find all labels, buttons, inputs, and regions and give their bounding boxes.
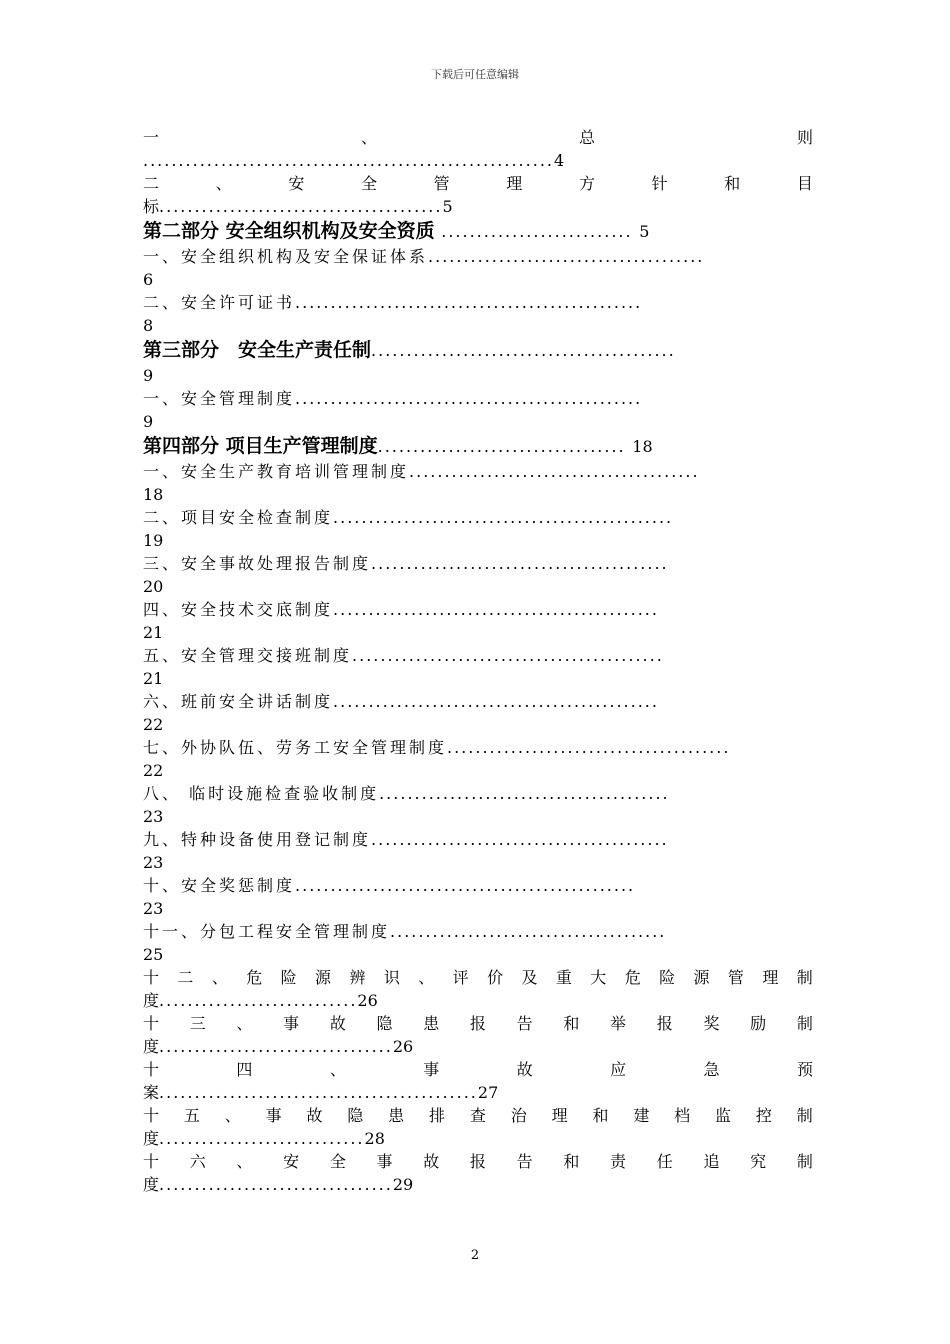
toc-entry-12-page: 22 — [143, 761, 164, 780]
toc-heading-char: 举 — [610, 1014, 627, 1033]
toc-entry-18-leader[interactable] — [143, 1035, 813, 1058]
toc-heading-char: 、 — [329, 1060, 346, 1079]
toc-heading-char: 、 — [224, 1106, 241, 1125]
toc-entry-17-chars — [143, 966, 813, 989]
toc-entry-title: 一、安全组织机构及安全保证体系 — [143, 247, 429, 266]
toc-entry-cont: 标 — [143, 197, 160, 216]
toc-entry-15-page: 23 — [143, 899, 164, 918]
toc-heading-char: 故 — [516, 1060, 533, 1079]
toc-heading-char: 故 — [329, 1014, 346, 1033]
toc-heading-char: 理 — [506, 174, 523, 193]
toc-heading-char: 理 — [762, 968, 779, 987]
toc-entry-title: 四、安全技术交底制度 — [143, 600, 334, 619]
toc-heading-char: 、 — [236, 1014, 253, 1033]
toc-entry-title: 九、特种设备使用登记制度 — [143, 830, 372, 849]
toc-entry-7[interactable] — [143, 506, 813, 529]
toc-heading-char: 十 — [143, 1014, 160, 1033]
toc-heading-char: 六 — [189, 1152, 206, 1171]
toc-entry-3[interactable] — [143, 245, 813, 268]
toc-entry-10-page: 21 — [143, 669, 164, 688]
toc-entry-11[interactable] — [143, 690, 813, 713]
toc-leader: ........................... — [441, 222, 633, 241]
toc-page-number: 26 — [357, 991, 378, 1010]
toc-heading-char: 五 — [183, 1106, 200, 1125]
toc-entry-20-leader[interactable] — [143, 1127, 813, 1150]
toc-entry-cont: 度 — [143, 1129, 160, 1148]
toc-page-number: 29 — [392, 1175, 414, 1194]
toc-heading-char: 全 — [360, 174, 377, 193]
toc-leader: .............................................. — [333, 692, 659, 711]
toc-heading-char: 报 — [656, 1014, 673, 1033]
toc-heading-char: 安 — [283, 1152, 300, 1171]
toc-leader: ....................................... — [390, 922, 667, 941]
toc-heading-char: 建 — [633, 1106, 650, 1125]
toc-entry-7-page: 19 — [143, 531, 164, 550]
toc-entry-20-chars — [143, 1104, 813, 1127]
toc-page-number: 5 — [442, 197, 453, 216]
toc-entry-14-page: 23 — [143, 853, 164, 872]
toc-leader: .......................................... — [371, 830, 669, 849]
toc-page-number: 5 — [639, 222, 650, 241]
toc-heading-char: 二 — [177, 968, 194, 987]
toc-entry-cont: 案 — [143, 1083, 160, 1102]
toc-leader: ........................................... — [371, 341, 676, 360]
toc-heading-char: 、 — [211, 968, 228, 987]
toc-entry-6-page: 18 — [143, 485, 164, 504]
toc-entry-1-leader[interactable] — [143, 149, 813, 172]
toc-page-number: 4 — [553, 151, 565, 170]
toc-entry-title: 一、安全生产教育培训管理制度 — [143, 462, 410, 481]
toc-heading-char: 源 — [315, 968, 332, 987]
toc-heading-char: 故 — [306, 1106, 323, 1125]
toc-heading-char: 理 — [551, 1106, 568, 1125]
toc-entry-2-leader[interactable] — [143, 195, 813, 218]
toc-heading-char: 任 — [656, 1152, 673, 1171]
toc-entry-cont: 度 — [143, 1175, 160, 1194]
toc-heading-char: 险 — [659, 968, 676, 987]
toc-heading-char: 事 — [283, 1014, 300, 1033]
toc-heading-char: 目 — [796, 174, 813, 193]
toc-heading-char: 险 — [280, 968, 297, 987]
toc-entry-13[interactable] — [143, 782, 813, 805]
toc-entry-16-page: 25 — [143, 945, 164, 964]
toc-page-number: 26 — [392, 1037, 414, 1056]
toc-entry-4[interactable] — [143, 291, 813, 314]
toc-leader: ......................................... — [379, 784, 670, 803]
toc-heading-char: 十 — [143, 1060, 160, 1079]
toc-heading-char: 患 — [423, 1014, 440, 1033]
toc-heading-char: 奖 — [703, 1014, 720, 1033]
table-of-contents — [143, 126, 813, 1196]
toc-entry-title: 七、外协队伍、劳务工安全管理制度 — [143, 738, 448, 757]
toc-entry-title: 八、 临时设施检查验收制度 — [143, 784, 380, 803]
toc-part-title: 第二部分 安全组织机构及安全资质 — [143, 220, 435, 242]
toc-heading-char: 和 — [592, 1106, 609, 1125]
toc-heading-char: 隐 — [376, 1014, 393, 1033]
toc-entry-11-page: 22 — [143, 715, 164, 734]
toc-heading-char: 危 — [624, 968, 641, 987]
toc-leader: ................................. — [159, 1175, 393, 1194]
toc-entry-title: 十、安全奖惩制度 — [143, 876, 296, 895]
toc-entry-14[interactable] — [143, 828, 813, 851]
toc-heading-char: 管 — [433, 174, 450, 193]
toc-heading-char: 识 — [383, 968, 400, 987]
toc-heading-char: 危 — [246, 968, 263, 987]
toc-entry-2-chars — [143, 172, 813, 195]
toc-leader: ............................. — [159, 1129, 365, 1148]
toc-heading-char: 全 — [329, 1152, 346, 1171]
toc-heading-char: 方 — [578, 174, 595, 193]
toc-leader: ............................................. — [159, 1083, 478, 1102]
toc-leader: ........................................ — [159, 197, 443, 216]
toc-leader: ................................................. — [295, 293, 643, 312]
toc-heading-char: 三 — [189, 1014, 206, 1033]
toc-entry-title: 二、安全许可证书 — [143, 293, 296, 312]
toc-entry-10[interactable] — [143, 644, 813, 667]
toc-heading-char: 、 — [236, 1152, 253, 1171]
page-header: 下载后可任意编辑 — [431, 68, 519, 81]
toc-entry-8-page: 20 — [143, 577, 164, 596]
toc-entry-8[interactable] — [143, 552, 813, 575]
toc-heading-char: 源 — [693, 968, 710, 987]
toc-heading-char: 究 — [750, 1152, 767, 1171]
toc-heading-char: 控 — [755, 1106, 772, 1125]
toc-entry-21-leader[interactable] — [143, 1173, 813, 1196]
toc-heading-char: 监 — [715, 1106, 732, 1125]
toc-entry-title: 五、安全管理交接班制度 — [143, 646, 353, 665]
toc-entry-title: 三、安全事故处理报告制度 — [143, 554, 372, 573]
toc-page-number: 18 — [632, 437, 653, 456]
toc-leader: ................................................ — [295, 876, 636, 895]
toc-entry-cont: 度 — [143, 991, 160, 1010]
toc-heading-char: 大 — [590, 968, 607, 987]
toc-entry-21-chars — [143, 1150, 813, 1173]
toc-part-2[interactable] — [143, 218, 813, 245]
toc-heading-char: 、 — [360, 128, 377, 147]
toc-entry-17-leader[interactable] — [143, 989, 813, 1012]
toc-heading-char: 十 — [143, 1152, 160, 1171]
toc-heading-char: 励 — [750, 1014, 767, 1033]
toc-part-3[interactable] — [143, 337, 813, 364]
toc-heading-char: 十 — [143, 1106, 160, 1125]
toc-heading-char: 和 — [563, 1152, 580, 1171]
toc-leader: ................................. — [159, 1037, 393, 1056]
toc-heading-char: 告 — [516, 1014, 533, 1033]
toc-entry-5-page: 9 — [143, 412, 154, 431]
toc-entry-5[interactable] — [143, 387, 813, 410]
toc-heading-char: 制 — [796, 1152, 813, 1171]
toc-heading-char: 、 — [418, 968, 435, 987]
toc-leader: ............................ — [159, 991, 358, 1010]
toc-page-number: 28 — [364, 1129, 385, 1148]
toc-entry-title: 一、安全管理制度 — [143, 389, 296, 408]
toc-heading-char: 价 — [487, 968, 504, 987]
toc-leader: .......................................... — [371, 554, 669, 573]
toc-entry-9[interactable] — [143, 598, 813, 621]
toc-heading-char: 、 — [215, 174, 232, 193]
toc-heading-char: 四 — [236, 1060, 253, 1079]
toc-leader: ................................... — [377, 437, 626, 456]
toc-heading-char: 二 — [143, 174, 160, 193]
toc-heading-char: 辨 — [349, 968, 366, 987]
toc-part-4[interactable] — [143, 433, 813, 460]
toc-heading-char: 事 — [376, 1152, 393, 1171]
toc-heading-char: 故 — [423, 1152, 440, 1171]
toc-leader: ............................................ — [352, 646, 664, 665]
toc-heading-char: 评 — [452, 968, 469, 987]
toc-leader: .......................................................... — [143, 151, 554, 170]
toc-heading-char: 十 — [143, 968, 160, 987]
toc-heading-char: 重 — [555, 968, 572, 987]
toc-page-number: 27 — [477, 1083, 499, 1102]
toc-entry-9-page: 21 — [143, 623, 164, 642]
toc-entry-4-page: 8 — [143, 316, 154, 335]
toc-entry-title: 十一、分包工程安全管理制度 — [143, 922, 391, 941]
toc-heading-char: 隐 — [347, 1106, 364, 1125]
toc-entry-1-chars — [143, 126, 813, 149]
toc-heading-char: 治 — [510, 1106, 527, 1125]
toc-leader: ........................................ — [447, 738, 731, 757]
toc-entry-15[interactable] — [143, 874, 813, 897]
toc-heading-char: 和 — [563, 1014, 580, 1033]
toc-heading-char: 排 — [429, 1106, 446, 1125]
toc-heading-char: 管 — [727, 968, 744, 987]
toc-leader: ................................................ — [333, 508, 674, 527]
toc-heading-char: 急 — [703, 1060, 720, 1079]
toc-part-3-page: 9 — [143, 366, 154, 385]
toc-entry-18-chars — [143, 1012, 813, 1035]
toc-entry-16[interactable] — [143, 920, 813, 943]
toc-heading-char: 则 — [796, 128, 813, 147]
toc-heading-char: 告 — [516, 1152, 533, 1171]
toc-heading-char: 预 — [796, 1060, 813, 1079]
toc-entry-3-page: 6 — [143, 270, 154, 289]
toc-heading-char: 总 — [578, 128, 595, 147]
toc-heading-char: 和 — [724, 174, 741, 193]
toc-heading-char: 报 — [469, 1152, 486, 1171]
toc-heading-char: 档 — [674, 1106, 691, 1125]
toc-heading-char: 报 — [469, 1014, 486, 1033]
toc-part-title: 第三部分 安全生产责任制 — [143, 339, 372, 361]
toc-entry-12[interactable] — [143, 736, 813, 759]
toc-entry-cont: 度 — [143, 1037, 160, 1056]
toc-leader: ......................................... — [409, 462, 700, 481]
toc-heading-char: 及 — [521, 968, 538, 987]
toc-heading-char: 事 — [423, 1060, 440, 1079]
toc-leader: .............................................. — [333, 600, 659, 619]
toc-heading-char: 应 — [610, 1060, 627, 1079]
toc-entry-19-chars — [143, 1058, 813, 1081]
toc-heading-char: 责 — [610, 1152, 627, 1171]
toc-heading-char: 一 — [143, 128, 160, 147]
toc-entry-6[interactable] — [143, 460, 813, 483]
toc-heading-char: 追 — [703, 1152, 720, 1171]
toc-heading-char: 制 — [796, 1014, 813, 1033]
toc-entry-13-page: 23 — [143, 807, 164, 826]
toc-heading-char: 制 — [796, 968, 813, 987]
toc-heading-char: 患 — [388, 1106, 405, 1125]
toc-leader: ....................................... — [428, 247, 705, 266]
toc-heading-char: 制 — [796, 1106, 813, 1125]
toc-part-title: 第四部分 项目生产管理制度 — [143, 435, 378, 457]
page-number-footer: 2 — [470, 1248, 480, 1263]
toc-entry-19-leader[interactable] — [143, 1081, 813, 1104]
toc-heading-char: 事 — [265, 1106, 282, 1125]
toc-heading-char: 针 — [651, 174, 668, 193]
toc-entry-title: 二、项目安全检查制度 — [143, 508, 334, 527]
toc-leader: ................................................. — [295, 389, 643, 408]
toc-entry-title: 六、班前安全讲话制度 — [143, 692, 334, 711]
toc-heading-char: 查 — [469, 1106, 486, 1125]
toc-heading-char: 安 — [288, 174, 305, 193]
